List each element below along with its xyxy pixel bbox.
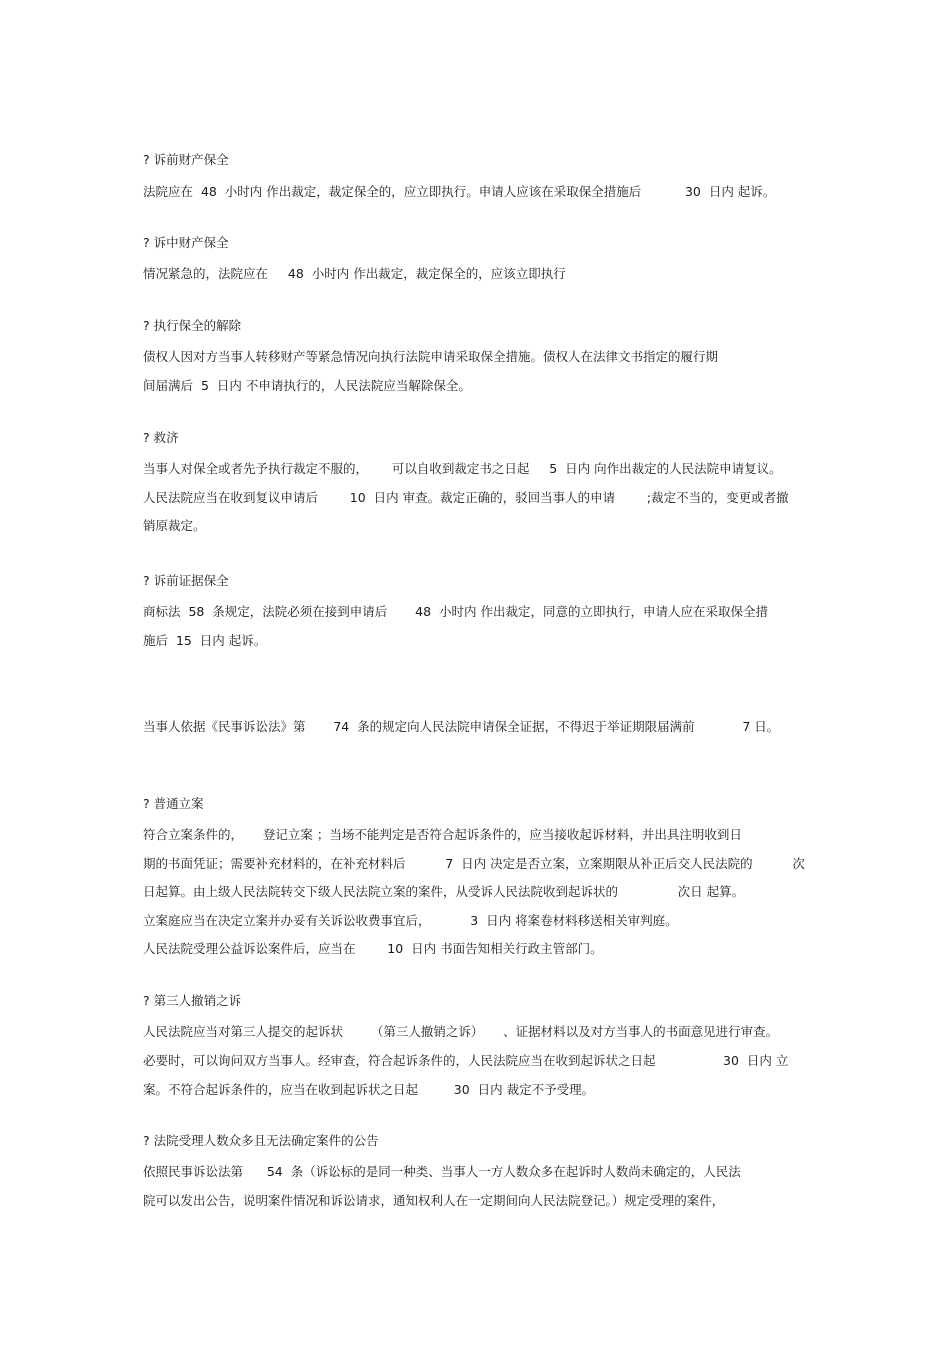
paragraph-line: 情况紧急的，法院应在 48 小时内 作出裁定，裁定保全的，应该立即执行	[143, 266, 566, 281]
paragraph-line: 符合立案条件的， 登记立案 ；当场不能判定是否符合起诉条件的，应当接收起诉材料，并出具注明收到日	[143, 827, 742, 842]
section-heading-ordinary-filing: ? 普通立案	[143, 796, 204, 811]
paragraph-line: 人民法院应当在收到复议申请后 10 日内 审查。裁定正确的，驳回当事人的申请 ;裁定不当的，变更或者撤	[143, 490, 789, 505]
paragraph-line: 施后 15 日内 起诉。	[143, 633, 267, 648]
paragraph-line: 案。不符合起诉条件的，应当在收到起诉状之日起 30 日内 裁定不予受理。	[143, 1082, 595, 1097]
paragraph-line: 必要时，可以询问双方当事人。经审查，符合起诉条件的，人民法院应当在收到起诉状之日起 30 日内 立	[143, 1053, 789, 1068]
paragraph-line: 间届满后 5 日内 不申请执行的，人民法院应当解除保全。	[143, 378, 471, 393]
section-heading-remedy: ? 救济	[143, 430, 179, 445]
section-heading-in-suit-property-preservation: ? 诉中财产保全	[143, 235, 229, 250]
paragraph-line: 依照民事诉讼法第 54 条（诉讼标的是同一种类、当事人一方人数众多在起诉时人数尚未确定的，人民法	[143, 1164, 741, 1179]
paragraph-line: 日起算。由上级人民法院转交下级人民法院立案的案件，从受诉人民法院收到起诉状的 次日 起算。	[143, 884, 745, 899]
section-heading-third-party-revocation: ? 第三人撤销之诉	[143, 993, 242, 1008]
section-heading-release-of-preservation: ? 执行保全的解除	[143, 318, 242, 333]
paragraph-line: 人民法院应当对第三人提交的起诉状 （第三人撤销之诉） 、证据材料以及对方当事人的书面意见进行审查。	[143, 1024, 779, 1039]
paragraph-line: 立案庭应当在决定立案并办妥有关诉讼收费事宜后， 3 日内 将案卷材料移送相关审判庭。	[143, 913, 678, 928]
paragraph-line: 人民法院受理公益诉讼案件后，应当在 10 日内 书面告知相关行政主管部门。	[143, 941, 603, 956]
section-heading-pre-suit-evidence-preservation: ? 诉前证据保全	[143, 573, 229, 588]
paragraph-line: 法院应在 48 小时内 作出裁定，裁定保全的，应立即执行。申请人应该在采取保全措施后 30 日内 起诉。	[143, 184, 776, 199]
section-heading-pre-suit-property-preservation: ? 诉前财产保全	[143, 152, 229, 167]
paragraph-line: 当事人对保全或者先予执行裁定不服的， 可以自收到裁定书之日起 5 日内 向作出裁定的人民法院申请复议。	[143, 461, 782, 476]
paragraph-line: 销原裁定。	[143, 518, 206, 533]
paragraph-line: 期的书面凭证；需要补充材料的，在补充材料后 7 日内 决定是否立案，立案期限从补正后交人民法院的 次	[143, 856, 805, 871]
paragraph-line: 当事人依据《民事诉讼法》第 74 条的规定向人民法院申请保全证据，不得迟于举证期限届满前 7 日。	[143, 719, 780, 734]
section-heading-public-notice: ? 法院受理人数众多且无法确定案件的公告	[143, 1133, 379, 1148]
paragraph-line: 商标法 58 条规定，法院必须在接到申请后 48 小时内 作出裁定，同意的立即执行，申请人应在采取保全措	[143, 604, 768, 619]
paragraph-line: 院可以发出公告，说明案件情况和诉讼请求，通知权利人在一定期间向人民法院登记。）规定受理的案件，	[143, 1193, 725, 1208]
paragraph-line: 债权人因对方当事人转移财产等紧急情况向执行法院申请采取保全措施。债权人在法律文书指定的履行期	[143, 349, 719, 364]
